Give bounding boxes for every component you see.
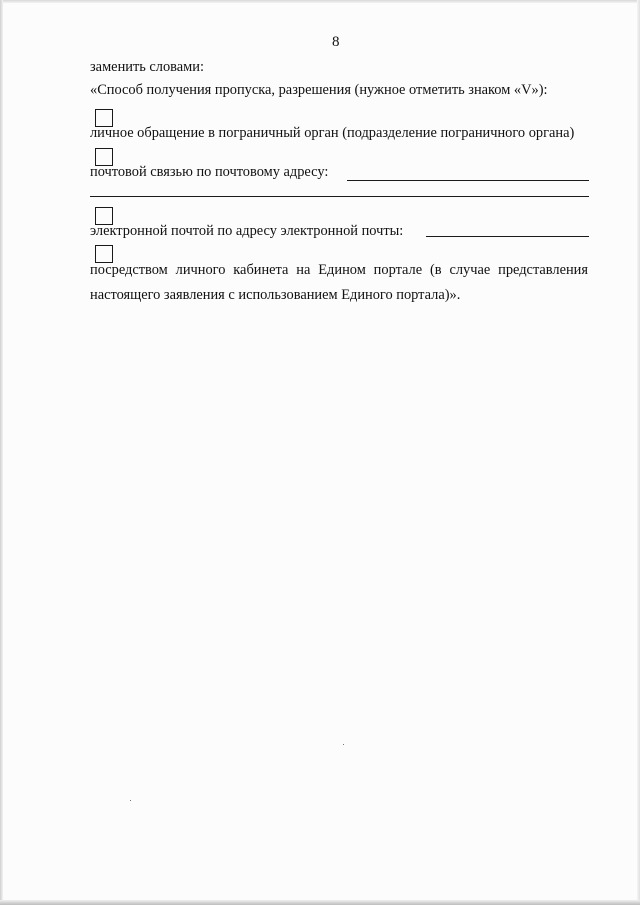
option-portal-label-line-2: настоящего заявления с использованием Единого портала)». — [90, 287, 461, 303]
page-edge-top — [0, 0, 640, 3]
page-number: 8 — [332, 34, 340, 50]
page-edge-left — [0, 0, 3, 905]
checkbox-portal[interactable] — [95, 245, 113, 263]
postal-address-field-line-2[interactable] — [90, 196, 589, 197]
page-edge-bottom — [0, 900, 640, 905]
option-postal-label: почтовой связью по почтовому адресу: — [90, 164, 329, 180]
scan-speck — [343, 744, 344, 745]
email-address-field[interactable] — [426, 236, 589, 237]
method-heading: «Способ получения пропуска, разрешения (нужное отметить знаком «V»): — [90, 82, 548, 98]
option-in-person-label: личное обращение в пограничный орган (подразделение пограничного органа) — [90, 125, 575, 141]
option-email-label: электронной почтой по адресу электронной почты: — [90, 223, 404, 239]
scan-speck — [130, 800, 131, 801]
intro-text: заменить словами: — [90, 59, 204, 75]
option-portal-label-line-1: посредством личного кабинета на Едином портале (в случае представления — [90, 262, 588, 278]
postal-address-field[interactable] — [347, 180, 589, 181]
